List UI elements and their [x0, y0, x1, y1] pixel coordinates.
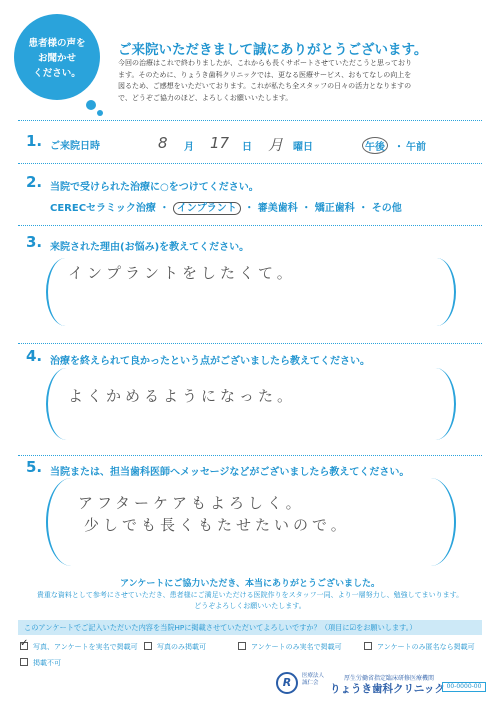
consent-option-real-name-photo[interactable] [20, 642, 138, 652]
consent-option-label: 写真のみ掲載可 [157, 643, 206, 651]
treatment-options [50, 199, 402, 214]
question-reason: 来院された理由(お悩み)を教えてください。 [50, 242, 250, 253]
divider [18, 120, 482, 121]
thanks-body: 貴重な資料として参考にさせていただき、患者様にご満足いただける医院作りをスタッフ一同、より一層努力し、勉強してまいります。 どうぞよろしくお願いいたします。 [36, 591, 464, 610]
visit-am: 午前 [406, 142, 426, 153]
answer-message-line2: 少しでも長くもたせたいので。 [84, 516, 350, 534]
consent-option-label: アンケートのみ実名で掲載可 [251, 643, 342, 651]
consent-option-survey-real-name[interactable] [238, 642, 342, 652]
checkbox-checked-icon[interactable] [20, 642, 28, 650]
divider [18, 163, 482, 164]
document-code: 00-0000-00 [442, 682, 486, 692]
visit-weekday-label: 曜日 [293, 142, 313, 153]
question-number: 1. [26, 132, 43, 150]
checkbox-icon[interactable] [364, 642, 372, 650]
question-treatment: 当院で受けられた治療に○をつけてください。 [50, 182, 259, 193]
question-number: 2. [26, 173, 43, 191]
clinic-org: 医療法人 誠仁会 [302, 673, 325, 686]
visit-month-label: 月 [184, 142, 194, 153]
answer-reason: インプラントをしたくて。 [68, 264, 296, 282]
answer-good-points: よくかめるようになった。 [68, 387, 297, 405]
question-visit-date: ご来院日時 [50, 141, 100, 152]
visit-weekday-value: 月 [268, 136, 284, 154]
consent-option-photo-only[interactable] [144, 642, 206, 652]
clinic-affiliation: 厚生労働省指定臨床研修医療機関 [344, 675, 435, 682]
question-number: 4. [26, 347, 43, 365]
question-number: 5. [26, 458, 43, 476]
checkbox-icon[interactable] [144, 642, 152, 650]
thanks-title: アンケートにご協力いただき、本当にありがとうございました。 [119, 579, 381, 589]
visit-day-label: 日 [242, 142, 252, 153]
clinic-logo-icon: R [276, 672, 298, 694]
answer-message-line1: アフターケアもよろしく。 [78, 494, 305, 512]
intro-bubble-text: 患者様の声を お聞かせ ください。 [28, 38, 86, 79]
visit-month-value: 8 [158, 134, 168, 152]
consent-question: このアンケートでご記入いただいた内容を当院HPに掲載させていただいてよろしいですか？（項目に☑をお願いします。） [18, 620, 482, 635]
visit-separator: ・ [394, 142, 404, 153]
consent-option-survey-anonymous[interactable] [364, 642, 475, 652]
treatment-implant-selected: インプラント [173, 202, 241, 215]
treatment-separator: ・ [301, 203, 312, 214]
consent-option-not-allowed[interactable] [20, 658, 61, 668]
consent-option-label: アンケートのみ匿名なら掲載可 [377, 643, 475, 651]
divider [18, 225, 482, 226]
treatment-cerec: CERECセラミック治療 [50, 203, 156, 214]
checkbox-icon[interactable] [238, 642, 246, 650]
question-number: 3. [26, 233, 43, 251]
treatment-separator: ・ [244, 203, 255, 214]
bubble-tail-small [97, 110, 103, 116]
intro-bubble [14, 14, 100, 100]
header-title: ご来院いただきまして誠にありがとうございます。 [118, 42, 428, 58]
divider [18, 343, 482, 344]
divider [18, 455, 482, 456]
clinic-name: りょうき歯科クリニック [330, 683, 445, 695]
question-message: 当院または、担当歯科医師へメッセージなどがございましたら教えてください。 [50, 467, 410, 478]
treatment-orthodontic: 矯正歯科 [314, 203, 355, 214]
consent-option-label: 掲載不可 [33, 659, 61, 667]
treatment-separator: ・ [159, 203, 170, 214]
header-body: 今回の治療はこれで終わりましたが、これからも長くサポートさせていただこうと思っており ます。そのために、りょうき歯科クリニックでは、更なる医療サービス、おもてなしの向上を 図るため、ご感想をいただいております。これが私たち全スタッフの日々の活力となりますの で、どうぞご協力のほど、よろしくお願いいたします。 [118, 59, 412, 102]
treatment-aesthetic: 審美歯科 [257, 203, 298, 214]
treatment-other: その他 [371, 203, 402, 214]
treatment-separator: ・ [358, 203, 369, 214]
checkbox-icon[interactable] [20, 658, 28, 666]
visit-pm-selected: 午後 [362, 137, 388, 154]
visit-day-value: 17 [210, 134, 230, 152]
question-good-points: 治療を終えられて良かったという点がございましたら教えてください。 [50, 356, 370, 367]
visit-date-row [50, 134, 470, 154]
bubble-tail-large [86, 100, 96, 110]
consent-option-label: 写真、アンケートを実名で掲載可 [33, 643, 138, 651]
